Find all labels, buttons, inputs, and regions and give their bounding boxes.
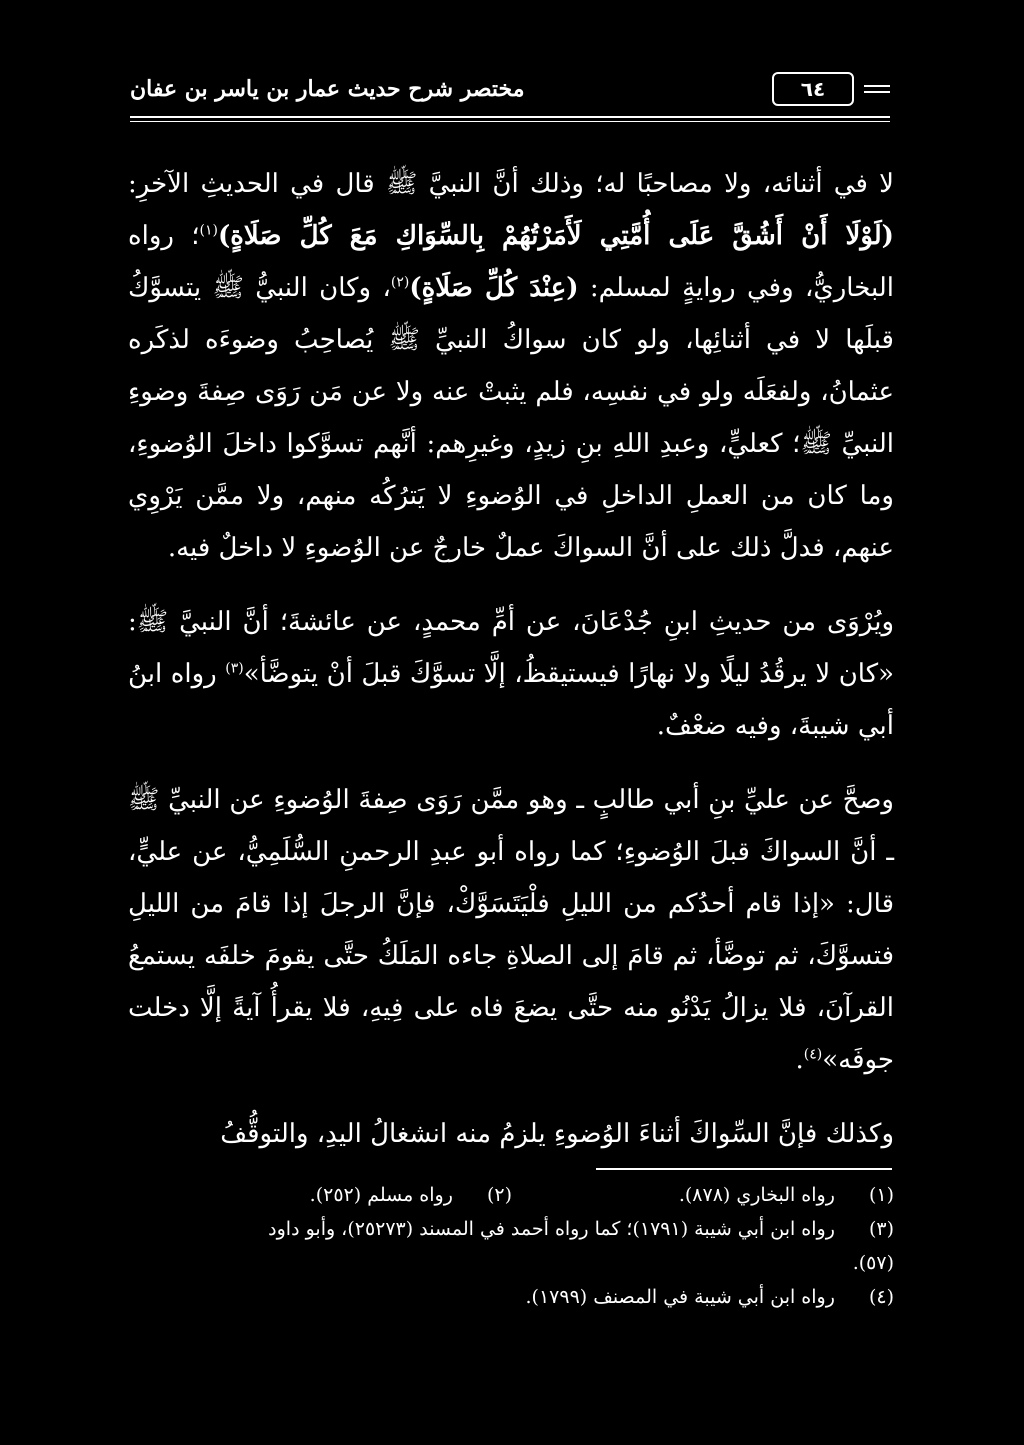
footnote-text: رواه ابن أبي شيبة في المصنف (١٧٩٩). bbox=[525, 1286, 835, 1308]
footnote-number: (١) bbox=[868, 1184, 894, 1206]
footnote-reference: (١) bbox=[199, 222, 218, 239]
text-segment: وصحَّ عن عليِّ بنِ أبي طالبٍ ـ وهو ممَّن رَوَى صِفةَ الوُضوءِ عن النبيِّ ﷺ ـ أنَّ السواكَ قبلَ الوُضوءِ؛ كما رواه أبو عبدِ الرحمنِ السُّلَمِيُّ، عن عليٍّ، قال: «إذا قام أحدُكم من الليلِ فلْيَتَسَوَّكْ، فإنَّ الرجلَ إذا قامَ من الليلِ فتسوَّكَ، ثم توضَّأ، ثم قامَ إلى الصلاةِ جاءه المَلَكُ حتَّى يقومَ خلفَه يستمعُ القرآنَ، فلا يزالُ يَدْنُو منه حتَّى يضعَ فاه على فِيهِ، فلا يقرأُ آيةً إلَّا دخلت جوفَه» bbox=[128, 785, 894, 1075]
footnote-text: (٥٧). bbox=[852, 1252, 894, 1274]
text-segment: رواه ابنُ أبي شيبةَ، وفيه ضعْفٌ. bbox=[128, 659, 894, 741]
page-number: ٦٤ bbox=[772, 72, 854, 106]
footnote-4 bbox=[130, 1280, 894, 1314]
footnote-reference: (٤) bbox=[803, 1046, 823, 1063]
header-ornament bbox=[864, 85, 890, 93]
book-title: مختصر شرح حديث عمار بن ياسر بن عفان bbox=[130, 76, 525, 102]
header-rule bbox=[130, 116, 890, 122]
paragraph bbox=[128, 596, 894, 752]
paragraph bbox=[128, 1108, 894, 1160]
paragraph bbox=[128, 774, 894, 1086]
footnote-3-continuation bbox=[130, 1246, 894, 1280]
footnote-text: رواه مسلم (٢٥٢). bbox=[309, 1184, 453, 1206]
footnote-2 bbox=[130, 1178, 512, 1212]
main-text bbox=[128, 158, 894, 1160]
text-segment: ويُرْوَى من حديثِ ابنِ جُدْعَانَ، عن أمِّ محمدٍ، عن عائشةَ؛ أنَّ النبيَّ ﷺ: «كان لا يرقُدُ ليلًا ولا نهارًا فيستيقظُ، إلَّا تسوَّكَ قبلَ أنْ يتوضَّأ» bbox=[128, 607, 894, 689]
footnotes bbox=[130, 1178, 894, 1314]
hadith-quote: (عِنْدَ كُلِّ صَلَاةٍ) bbox=[409, 273, 579, 303]
footnote-row bbox=[130, 1178, 894, 1212]
footnote-reference: (٣) bbox=[225, 660, 244, 677]
footnote-text: رواه البخاري (٨٧٨). bbox=[678, 1184, 835, 1206]
header-row bbox=[130, 64, 890, 114]
footnote-reference: (٢) bbox=[390, 274, 410, 291]
hadith-quote: (لَوْلَا أَنْ أَشُقَّ عَلَى أُمَّتِي لَأَمَرْتُهُمْ بِالسِّوَاكِ مَعَ كُلِّ صَلَاةٍ) bbox=[217, 221, 894, 251]
text-segment: ؛ رواه البخاريُّ، وفي روايةٍ لمسلم: bbox=[128, 221, 894, 303]
footnote-separator bbox=[596, 1168, 892, 1170]
paragraph bbox=[128, 158, 894, 574]
footnote-3 bbox=[130, 1212, 894, 1246]
text-segment: ، وكان النبيُّ ﷺ يتسوَّكُ قبلَها لا في أثنائِها، ولو كان سواكُ النبيِّ ﷺ يُصاحِبُ وضوءَه لذكَره عثمانُ، ولفعَلَه ولو في نفسِه، فلم يثبتْ عنه ولا عن مَن رَوَى صِفةَ وضوءِ النبيِّ ﷺ؛ كعليٍّ، وعبدِ اللهِ بنِ زيدٍ، وغيرِهم: أنَّهم تسوَّكوا داخلَ الوُضوءِ، وما كان من العملِ الداخلِ في الوُضوءِ لا يَترُكُه منهم، ولا ممَّن يَرْوِي عنهم، فدلَّ ذلك على أنَّ السواكَ عملٌ خارجٌ عن الوُضوءِ لا داخلٌ فيه. bbox=[128, 273, 894, 563]
footnote-number: (٣) bbox=[868, 1218, 894, 1240]
footnote-number: (٤) bbox=[868, 1286, 894, 1308]
text-segment: . bbox=[795, 1045, 804, 1075]
footnote-number: (٢) bbox=[486, 1184, 512, 1206]
text-segment: لا في أثنائه، ولا مصاحبًا له؛ وذلك أنَّ النبيَّ ﷺ قال في الحديثِ الآخرِ: bbox=[128, 169, 894, 199]
footnote-text: رواه ابن أبي شيبة (١٧٩١)؛ كما رواه أحمد في المسند (٢٥٢٧٣)، وأبو داود bbox=[268, 1218, 835, 1240]
page-header bbox=[130, 64, 890, 134]
footnote-1 bbox=[512, 1178, 894, 1212]
text-segment: وكذلك فإنَّ السِّواكَ أثناءَ الوُضوءِ يلزمُ منه انشغالُ اليدِ، والتوقُّفُ bbox=[220, 1119, 894, 1149]
